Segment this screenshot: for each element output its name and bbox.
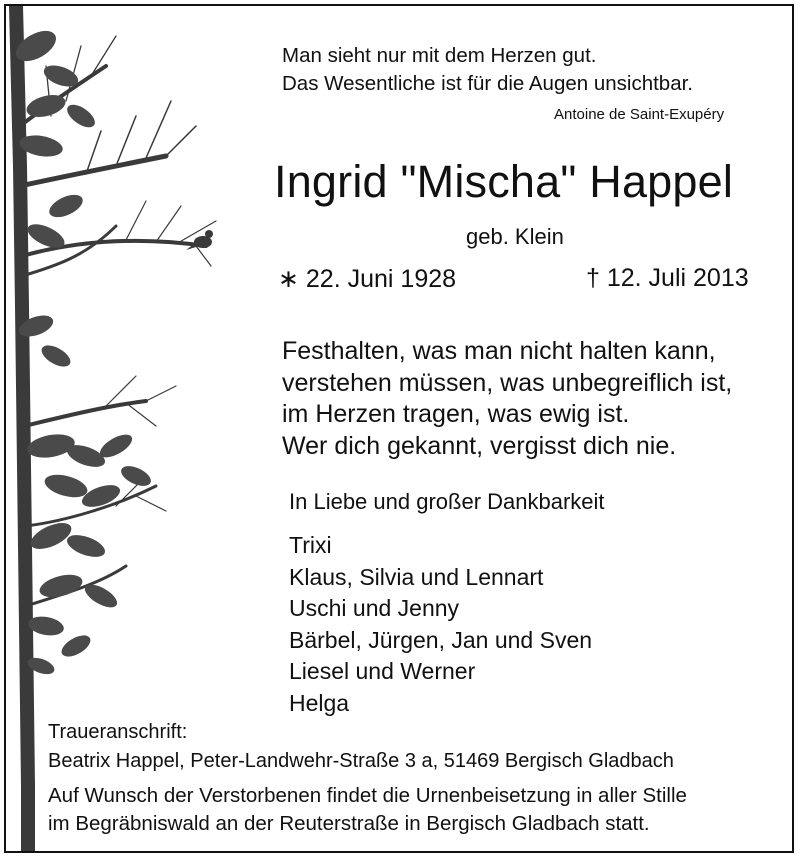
- poem: [282, 336, 732, 462]
- mourner-item: Liesel und Werner: [289, 658, 476, 684]
- obituary-frame: [4, 4, 794, 853]
- burial-note: [48, 782, 687, 838]
- epigraph-quote: [282, 42, 693, 98]
- death-cross-icon: †: [586, 264, 600, 292]
- poem-line: verstehen müssen, was unbegreiflich ist,: [282, 368, 733, 397]
- death-date: [586, 264, 749, 293]
- death-date-text: 12. Juli 2013: [606, 264, 749, 292]
- thanks-line: In Liebe und großer Dankbarkeit: [289, 489, 605, 514]
- mourner-item: Uschi und Jenny: [289, 595, 460, 621]
- quote-line: Man sieht nur mit dem Herzen gut.: [282, 44, 597, 67]
- bird-icon: [186, 230, 213, 250]
- deceased-name: Ingrid "Mischa" Happel: [274, 156, 734, 207]
- maiden-name: geb. Klein: [466, 224, 564, 249]
- poem-line: Festhalten, was man nicht halten kann,: [282, 337, 716, 365]
- mourner-item: Trixi: [289, 532, 332, 558]
- mourner-item: Bärbel, Jürgen, Jan und Sven: [289, 626, 593, 653]
- poem-line: Wer dich gekannt, vergisst dich nie.: [282, 431, 677, 460]
- address-text: Beatrix Happel, Peter-Landwehr-Straße 3 a, 51469 Bergisch Gladbach: [48, 750, 674, 772]
- birth-date: [278, 264, 456, 294]
- note-line: Auf Wunsch der Verstorbenen findet die Urnenbeisetzung in aller Stille: [48, 784, 687, 807]
- mourning-address: [48, 718, 674, 776]
- mourners-list: [289, 530, 592, 719]
- quote-line: Das Wesentliche ist für die Augen unsichtbar.: [282, 72, 693, 95]
- quote-author: Antoine de Saint-Exupéry: [554, 106, 725, 123]
- poem-line: im Herzen tragen, was ewig ist.: [282, 400, 630, 428]
- address-label: Traueranschrift:: [48, 721, 188, 743]
- mourner-item: Klaus, Silvia und Lennart: [289, 563, 544, 590]
- note-line: im Begräbniswald an der Reuterstraße in Bergisch Gladbach statt.: [48, 812, 650, 835]
- mourner-item: Helga: [289, 689, 350, 716]
- birth-star-icon: ∗: [278, 265, 299, 293]
- birth-date-text: 22. Juni 1928: [305, 265, 457, 293]
